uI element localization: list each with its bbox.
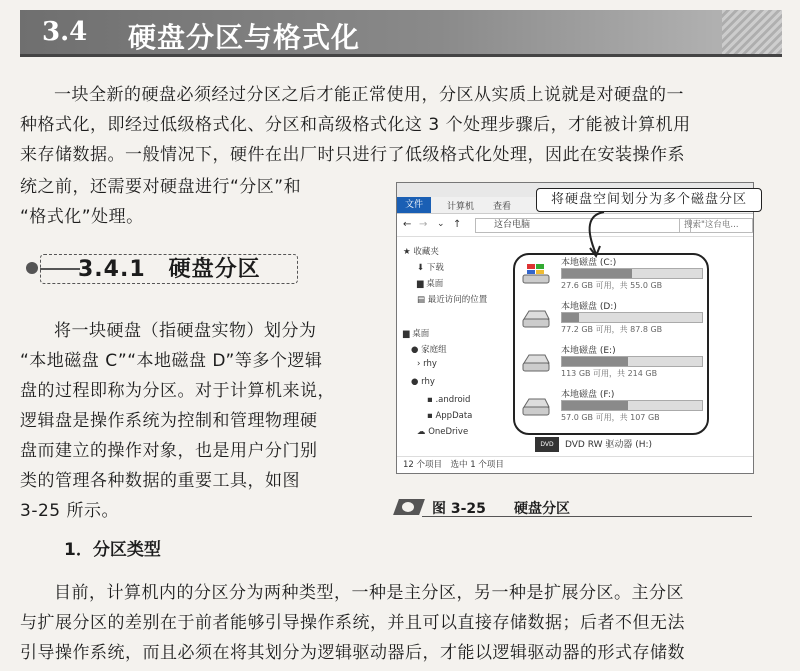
curved-arrow-icon [560, 210, 620, 258]
body-line: 类的管理各种数据的重要工具，如图 [20, 471, 300, 491]
drive-usage-fill [562, 269, 632, 278]
drive-usage-bar [561, 268, 703, 279]
figure-label: 硬盘分区 [514, 501, 570, 517]
section-number: 3.4 [42, 17, 88, 47]
drive-capacity: 27.6 GB 可用，共 55.0 GB [561, 281, 663, 290]
drive-usage-fill [562, 401, 628, 410]
tab-computer[interactable]: 计算机 [447, 202, 475, 212]
hard-drive-icon [521, 395, 551, 417]
nav-item[interactable]: ★ 收藏夹 [403, 247, 439, 257]
nav-item[interactable]: ▆ 桌面 [417, 279, 444, 289]
intro-line: 来存储数据。一般情况下，硬件在出厂时只进行了低级格式化处理，因此在安装操作系 [20, 145, 685, 165]
nav-item[interactable]: ☁ OneDrive [417, 427, 469, 437]
subsection-title: 3.4.1 硬盘分区 [78, 257, 261, 282]
nav-item[interactable]: ● rhy [411, 377, 435, 387]
drive-label: 本地磁盘 (D:) [561, 302, 617, 312]
forward-arrow-icon[interactable]: → [419, 219, 428, 230]
intro-paragraph [20, 80, 782, 170]
callout-label: 将硬盘空间划分为多个磁盘分区 [536, 188, 762, 212]
hard-drive-icon [521, 307, 551, 329]
partition-types-heading: 1．分区类型 [64, 540, 161, 560]
figure-number: 图 3-25 [432, 501, 486, 517]
section-banner [20, 10, 782, 57]
body-line: 盘的过程即称为分区。对于计算机来说， [20, 381, 335, 401]
drive-usage-bar [561, 400, 703, 411]
body-line: 盘而建立的操作对象，也是用户分门别 [20, 441, 318, 461]
drive-d[interactable] [521, 299, 707, 343]
intro-line: 种格式化，即经过低级格式化、分区和高级格式化这 3 个处理步骤后，才能被计算机用 [20, 115, 691, 135]
address-input[interactable]: 这台电脑 [475, 218, 691, 233]
search-input[interactable]: 搜索"这台电... [679, 218, 753, 233]
drive-label: 本地磁盘 (F:) [561, 390, 615, 400]
dvd-label: DVD RW 驱动器 (H:) [565, 440, 653, 450]
body-line: 逻辑盘是操作系统为控制和管理物理硬 [20, 411, 318, 431]
drive-capacity: 77.2 GB 可用，共 87.8 GB [561, 325, 663, 334]
chevron-down-icon[interactable]: ⌄ [437, 219, 445, 229]
nav-item[interactable]: ▪ .android [427, 395, 471, 405]
body-line: 3-25 所示。 [20, 501, 119, 521]
drive-label: 本地磁盘 (C:) [561, 258, 617, 268]
figure-caption [396, 496, 752, 518]
intro-line: “格式化”处理。 [20, 207, 144, 227]
drive-c[interactable] [521, 255, 707, 299]
drive-e[interactable] [521, 343, 707, 387]
nav-item[interactable]: ▤ 最近访问的位置 [417, 295, 488, 305]
windows-logo-icon [521, 263, 551, 285]
nav-item[interactable]: ● 家庭组 [411, 345, 447, 355]
dvd-icon: DVD [535, 437, 559, 452]
drive-usage-fill [562, 357, 628, 366]
tab-file[interactable]: 文件 [397, 197, 431, 213]
caption-rule [422, 516, 752, 517]
heading-rule [40, 268, 80, 270]
body-line: 与扩展分区的差别在于前者能够引导操作系统，并且可以直接存储数据；后者不但无法 [20, 613, 685, 633]
drive-capacity: 113 GB 可用，共 214 GB [561, 369, 658, 378]
intro-paragraph-tail [20, 172, 380, 232]
drive-usage-bar [561, 312, 703, 323]
dvd-drive[interactable] [535, 437, 652, 452]
drive-usage-fill [562, 313, 579, 322]
body-line: 目前，计算机内的分区分为两种类型，一种是主分区，另一种是扩展分区。主分区 [54, 583, 684, 603]
subsection-heading [26, 250, 296, 286]
body-line: “本地磁盘 C”“本地磁盘 D”等多个逻辑 [20, 351, 323, 371]
status-bar [397, 456, 753, 473]
drive-capacity: 57.0 GB 可用，共 107 GB [561, 413, 660, 422]
nav-item[interactable]: ▆ 桌面 [403, 329, 430, 339]
caption-tag-hole [402, 502, 414, 512]
tab-view[interactable]: 查看 [493, 202, 512, 212]
back-arrow-icon[interactable]: ← [403, 219, 412, 230]
nav-item[interactable]: › rhy [417, 359, 437, 369]
nav-item[interactable]: ⬇ 下载 [417, 263, 444, 273]
up-arrow-icon[interactable]: ↑ [453, 219, 462, 230]
body-paragraph [20, 316, 380, 526]
body-line: 引导操作系统，而且必须在将其划分为逻辑驱动器后，才能以逻辑驱动器的形式存储数 [20, 643, 685, 663]
nav-item[interactable]: ▪ AppData [427, 411, 473, 421]
hard-drive-icon [521, 351, 551, 373]
banner-decoration [722, 10, 782, 54]
partition-types-paragraph [20, 578, 782, 668]
section-title: 硬盘分区与格式化 [128, 21, 361, 54]
bullet-dot-icon [26, 262, 38, 274]
intro-line: 统之前，还需要对硬盘进行“分区”和 [20, 177, 302, 197]
status-text: 12 个项目 选中 1 个项目 [403, 460, 504, 470]
drive-label: 本地磁盘 (E:) [561, 346, 616, 356]
intro-line: 一块全新的硬盘必须经过分区之后才能正常使用，分区从实质上说就是对硬盘的一 [54, 85, 684, 105]
drive-f[interactable] [521, 387, 707, 431]
drive-usage-bar [561, 356, 703, 367]
body-line: 将一块硬盘（指硬盘实物）划分为 [54, 321, 317, 341]
